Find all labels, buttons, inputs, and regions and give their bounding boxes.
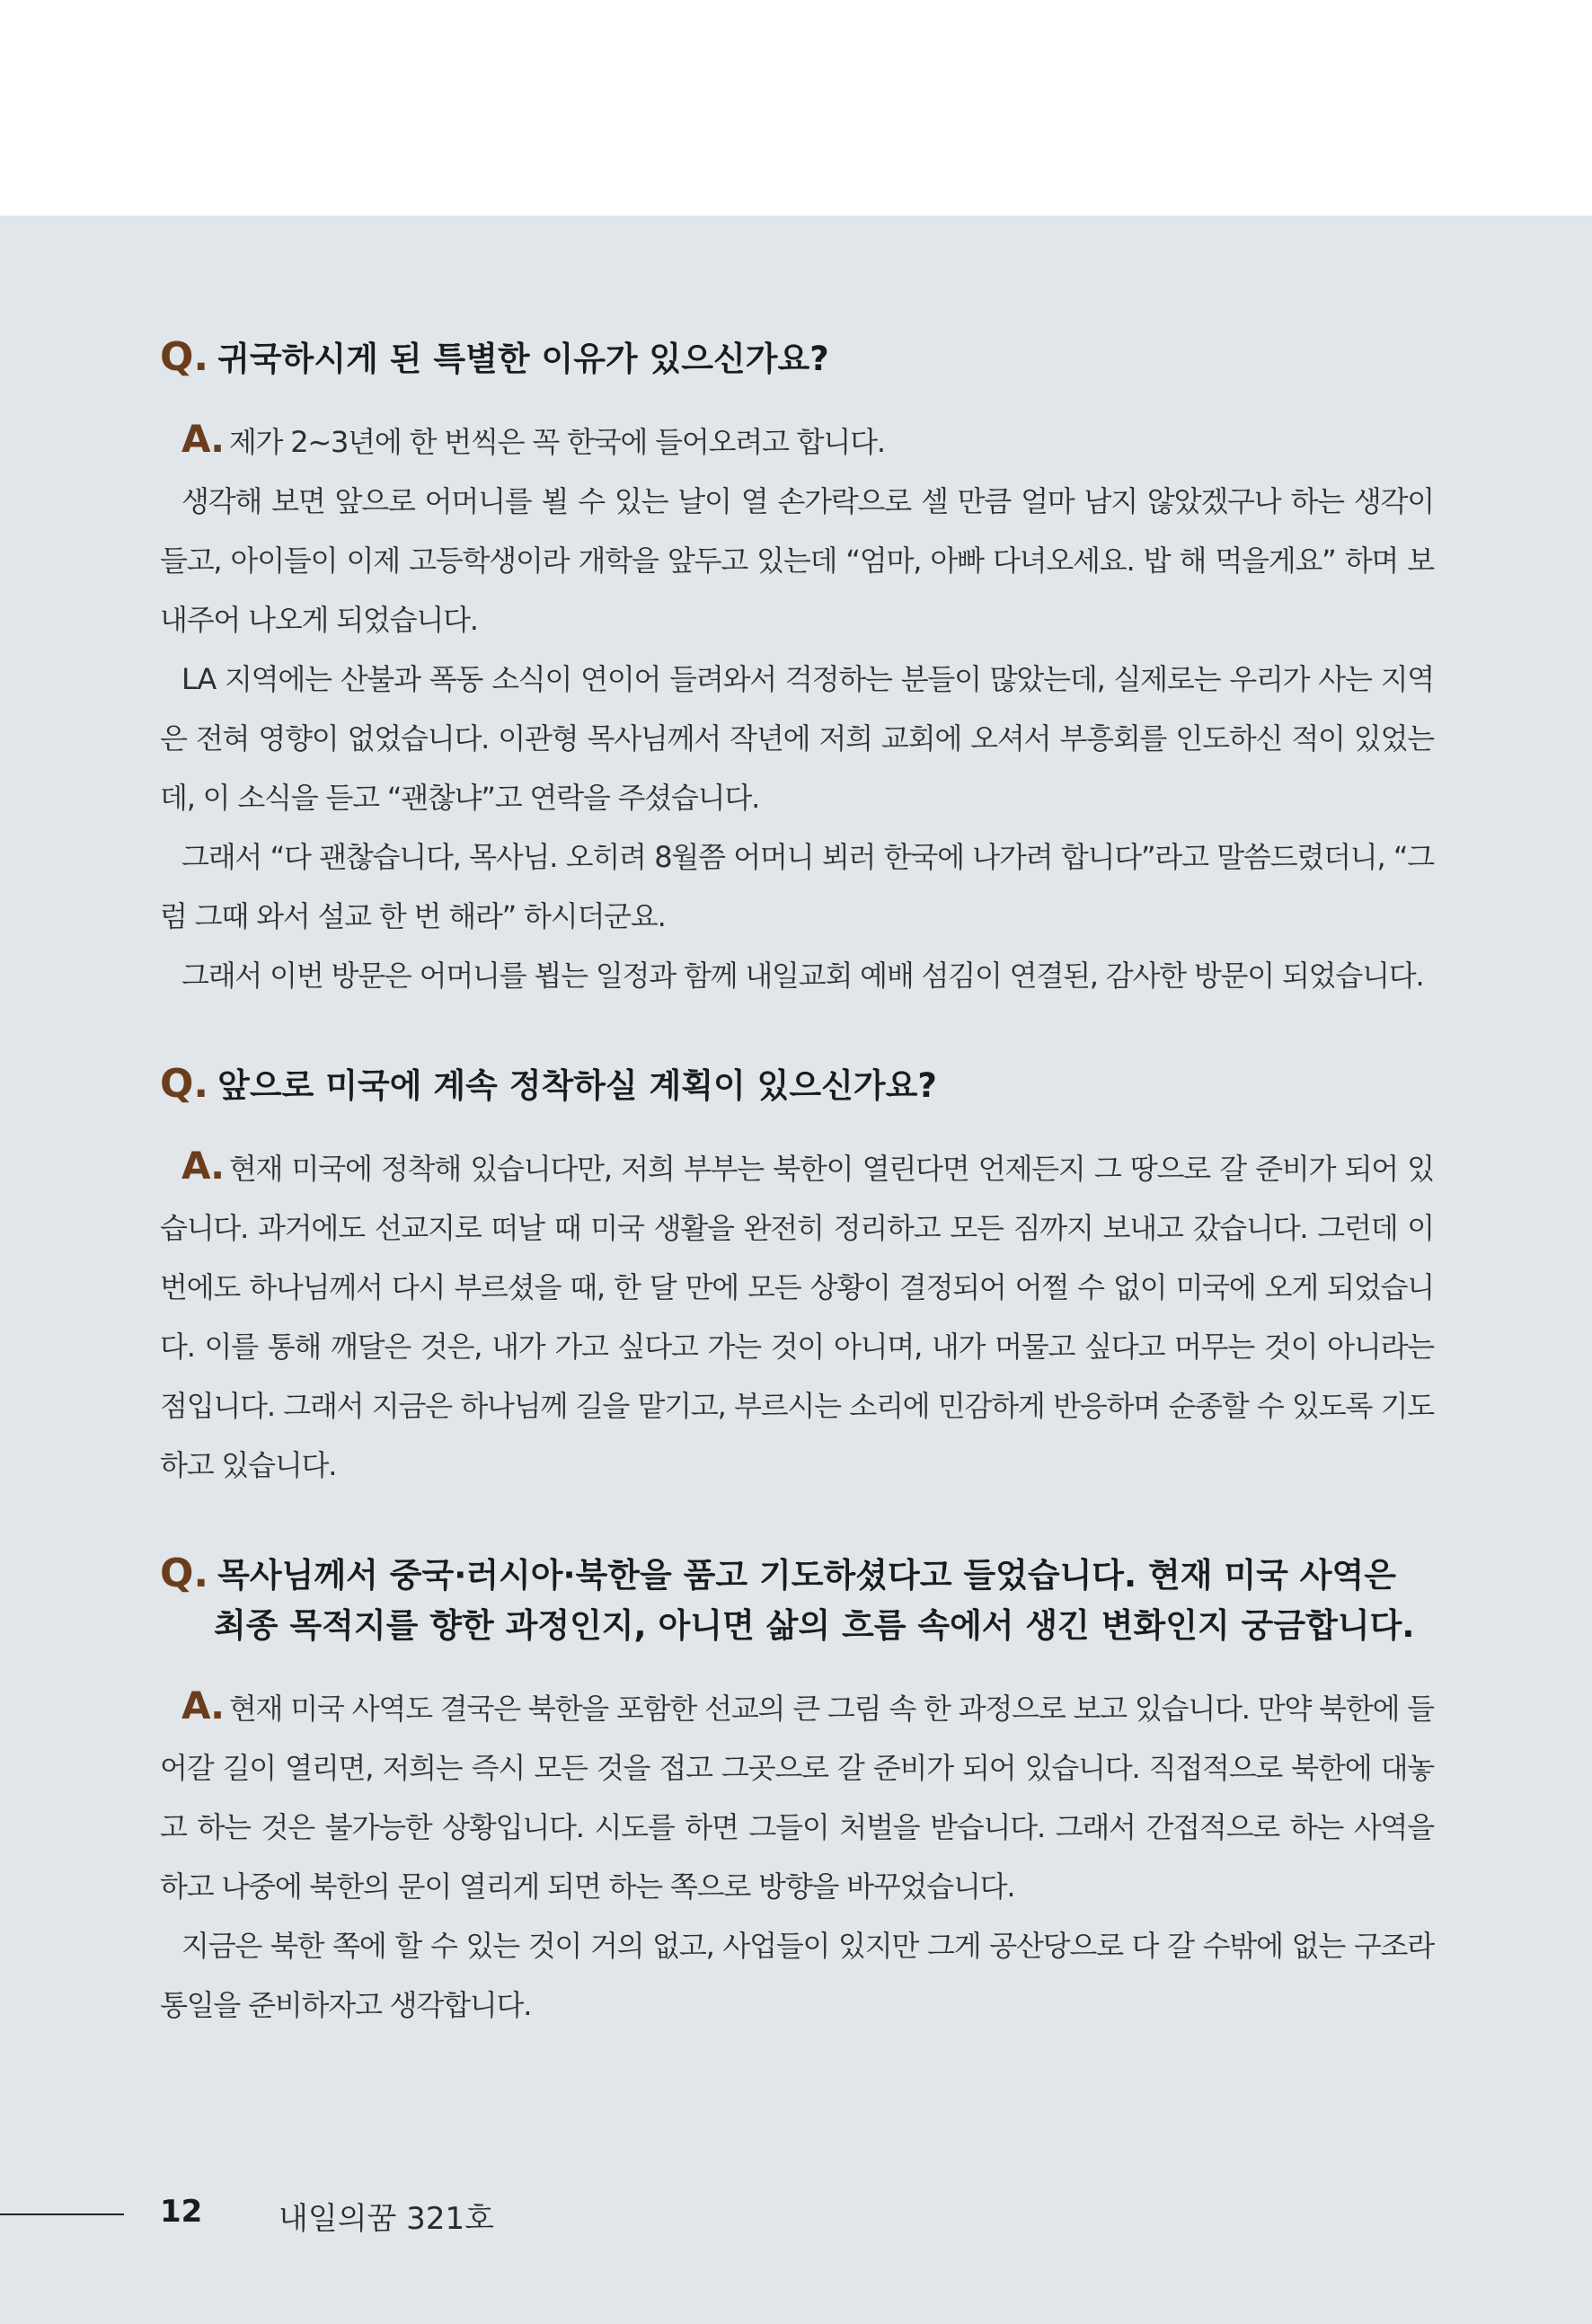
answer-paragraph: LA 지역에는 산불과 폭동 소식이 연이어 들려와서 걱정하는 분들이 많았는데, 실제로는 우리가 사는 지역은 전혀 영향이 없었습니다. 이관형 목사님께서 작년에 저희 교회에 오셔서 부흥회를 인도하신 적이 있었는데, 이 소식을 듣고 “괜찮냐”고 연락을 주셨습니다.: [160, 662, 1434, 815]
a-mark: A.: [181, 1683, 224, 1728]
q-mark: Q.: [160, 1061, 209, 1107]
question-3: [160, 1549, 1434, 1651]
qa-block-2: [160, 1059, 1434, 1495]
top-margin: [0, 0, 1592, 216]
page-footer: [0, 2192, 1592, 2237]
answer-2: [160, 1136, 1434, 1495]
footer-rule: [0, 2214, 124, 2215]
interview-content: [160, 332, 1434, 2035]
spacer: [160, 1005, 1434, 1059]
answer-text: 제가 2~3년에 한 번씩은 꼭 한국에 들어오려고 합니다.: [228, 425, 885, 459]
a-mark: A.: [181, 417, 224, 461]
q-mark: Q.: [160, 1551, 209, 1596]
content-panel: [0, 216, 1592, 2324]
question-text: 앞으로 미국에 계속 정착하실 계획이 있으신가요?: [217, 1066, 937, 1105]
question-text: 귀국하시게 된 특별한 이유가 있으신가요?: [217, 340, 829, 378]
page-number: 12: [160, 2194, 203, 2230]
answer-paragraph: [160, 410, 1434, 472]
qa-block-3: [160, 1549, 1434, 2035]
a-mark: A.: [181, 1144, 224, 1188]
question-2: [160, 1059, 1434, 1111]
answer-paragraph: 지금은 북한 쪽에 할 수 있는 것이 거의 없고, 사업들이 있지만 그게 공산당으로 다 갈 수밖에 없는 구조라 통일을 준비하자고 생각합니다.: [160, 1929, 1434, 2022]
answer-text: 현재 미국 사역도 결국은 북한을 포함한 선교의 큰 그림 속 한 과정으로 보고 있습니다. 만약 북한에 들어갈 길이 열리면, 저희는 즉시 모든 것을 접고 그곳으로 갈 준비가 되어 있습니다. 직접적으로 북한에 대놓고 하는 것은 불가능한 상황입니다. 시도를 하면 그들이 처벌을 받습니다. 그래서 간접적으로 하는 사역을 하고 나중에 북한의 문이 열리게 되면 하는 쪽으로 방향을 바꾸었습니다.: [160, 1692, 1434, 1904]
answer-paragraph: [160, 1136, 1434, 1495]
question-1: [160, 332, 1434, 384]
answer-paragraph: 그래서 이번 방문은 어머니를 뵙는 일정과 함께 내일교회 예배 섬김이 연결된, 감사한 방문이 되었습니다.: [181, 959, 1424, 993]
q-mark: Q.: [160, 334, 209, 380]
answer-text: 현재 미국에 정착해 있습니다만, 저희 부부는 북한이 열린다면 언제든지 그 땅으로 갈 준비가 되어 있습니다. 과거에도 선교지로 떠날 때 미국 생활을 완전히 정리하고 모든 짐까지 보내고 갔습니다. 그런데 이번에도 하나님께서 다시 부르셨을 때, 한 달 만에 모든 상황이 결정되어 어쩔 수 없이 미국에 오게 되었습니다. 이를 통해 깨달은 것은, 내가 가고 싶다고 가는 것이 아니며, 내가 머물고 싶다고 머무는 것이 아니라는 점입니다. 그래서 지금은 하나님께 길을 맡기고, 부르시는 소리에 민감하게 반응하며 순종할 수 있도록 기도하고 있습니다.: [160, 1152, 1434, 1482]
qa-block-1: [160, 332, 1434, 1005]
question-text: 목사님께서 중국·러시아·북한을 품고 기도하셨다고 들었습니다. 현재 미국 사역은 최종 목적지를 향한 과정인지, 아니면 삶의 흐름 속에서 생긴 변화인지 궁금합니다.: [214, 1556, 1415, 1645]
answer-paragraph: [160, 1676, 1434, 1916]
answer-1: [160, 410, 1434, 1005]
magazine-issue: 내일의꿈 321호: [279, 2201, 494, 2237]
spacer: [160, 1495, 1434, 1549]
answer-paragraph: 생각해 보면 앞으로 어머니를 뵐 수 있는 날이 열 손가락으로 셀 만큼 얼마 남지 않았겠구나 하는 생각이 들고, 아이들이 이제 고등학생이라 개학을 앞두고 있는데 “엄마, 아빠 다녀오세요. 밥 해 먹을게요” 하며 보내주어 나오게 되었습니다.: [160, 484, 1434, 637]
answer-3: [160, 1676, 1434, 2035]
answer-paragraph: 그래서 “다 괜찮습니다, 목사님. 오히려 8월쯤 어머니 뵈러 한국에 나가려 합니다”라고 말씀드렸더니, “그럼 그때 와서 설교 한 번 해라” 하시더군요.: [160, 840, 1434, 933]
